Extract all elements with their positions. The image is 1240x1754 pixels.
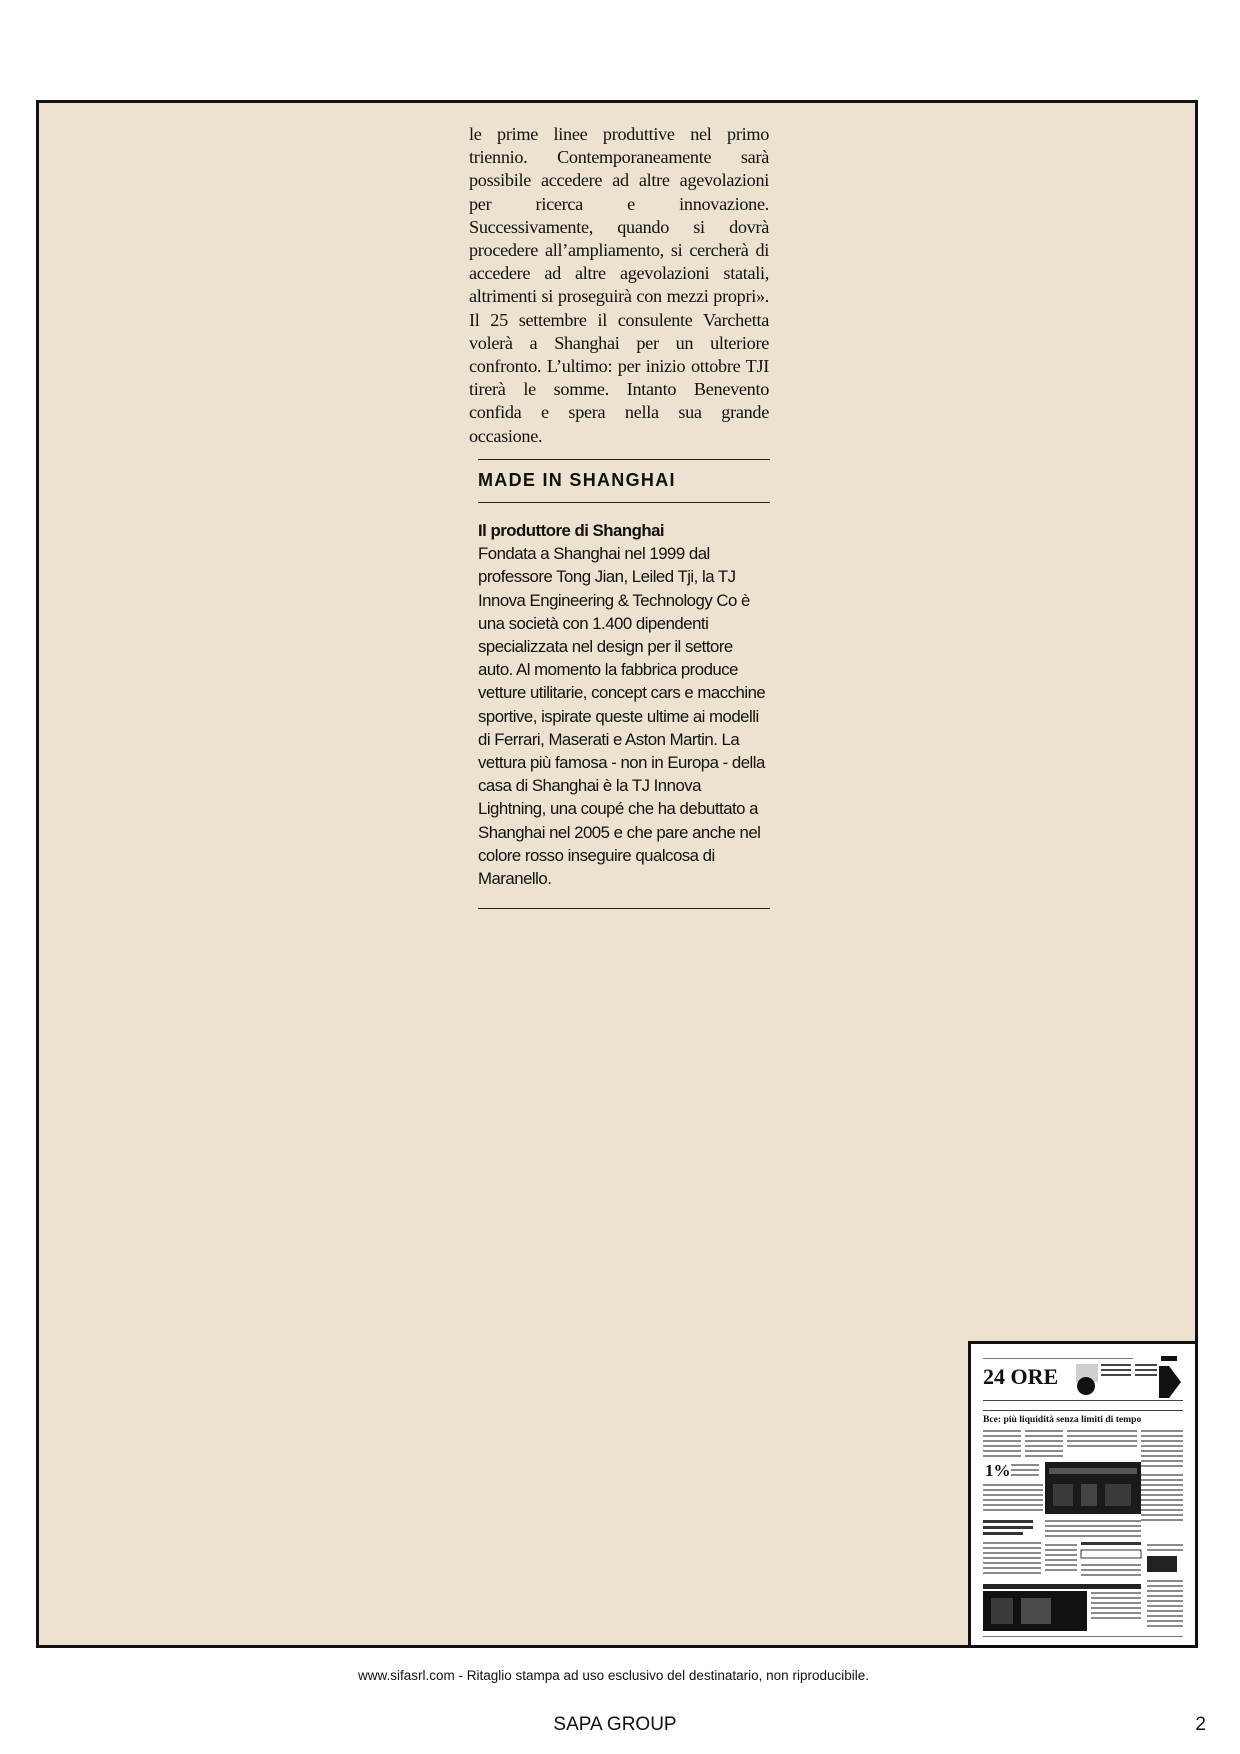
thumbnail-big-number: 1% [985, 1461, 1011, 1480]
thumbnail-headline: Bce: più liquidità senza limiti di tempo [983, 1414, 1142, 1425]
sidebar-bottom-rule [478, 908, 770, 909]
sidebar-title: MADE IN SHANGHAI [478, 470, 676, 490]
thumbnail-image [971, 1344, 1195, 1645]
sidebar-body [478, 503, 770, 908]
article-continuation-column [469, 123, 769, 448]
page-number: 2 [1195, 1714, 1206, 1735]
newspaper-front-page-thumbnail [968, 1341, 1195, 1645]
thumbnail-masthead: 24 ORE [983, 1364, 1059, 1389]
reproduction-notice: www.sifasrl.com - Ritaglio stampa ad uso esclusivo del destinatario, non riproducibile. [358, 1668, 869, 1683]
article-text: le prime linee produttive nel primo triennio. Contemporaneamente sarà possibile accedere ad altre agevolazioni per ricerca e innovazione. Successivamente, quando si dovrà procedere all’ampliamento, si cercherà di accedere ad altre agevolazioni statali, altrimenti si proseguirà con mezzi propri». Il 25 settembre il consulente Varchetta volerà a Shanghai per un ulteriore confronto. L’ultimo: per inizio ottobre TJI tirerà le somme. Intanto Benevento confida e spera nella sua grande occasione. [469, 124, 769, 446]
sidebar-text: Fondata a Shanghai nel 1999 dal professore Tong Jian, Leiled Tji, la TJ Innova Engineering & Technology Co è una società con 1.400 dipendenti specializzata nel design per il settore auto. Al momento la fabbrica produce vetture utilitarie, concept cars e macchine sportive, ispirate queste ultime ai modelli di Ferrari, Maserati e Aston Martin. La vettura più famosa - non in Europa - della casa di Shanghai è la TJ Innova Lightning, una coupé che ha debuttato a Shanghai nel 2005 e che pare anche nel colore rosso inseguire qualcosa di Maranello. [478, 544, 766, 889]
footer-group-name: SAPA GROUP [553, 1714, 677, 1735]
sidebar-box [478, 459, 770, 909]
sidebar-subtitle: Il produttore di Shanghai [478, 521, 665, 540]
press-clipping-frame [36, 100, 1198, 1648]
